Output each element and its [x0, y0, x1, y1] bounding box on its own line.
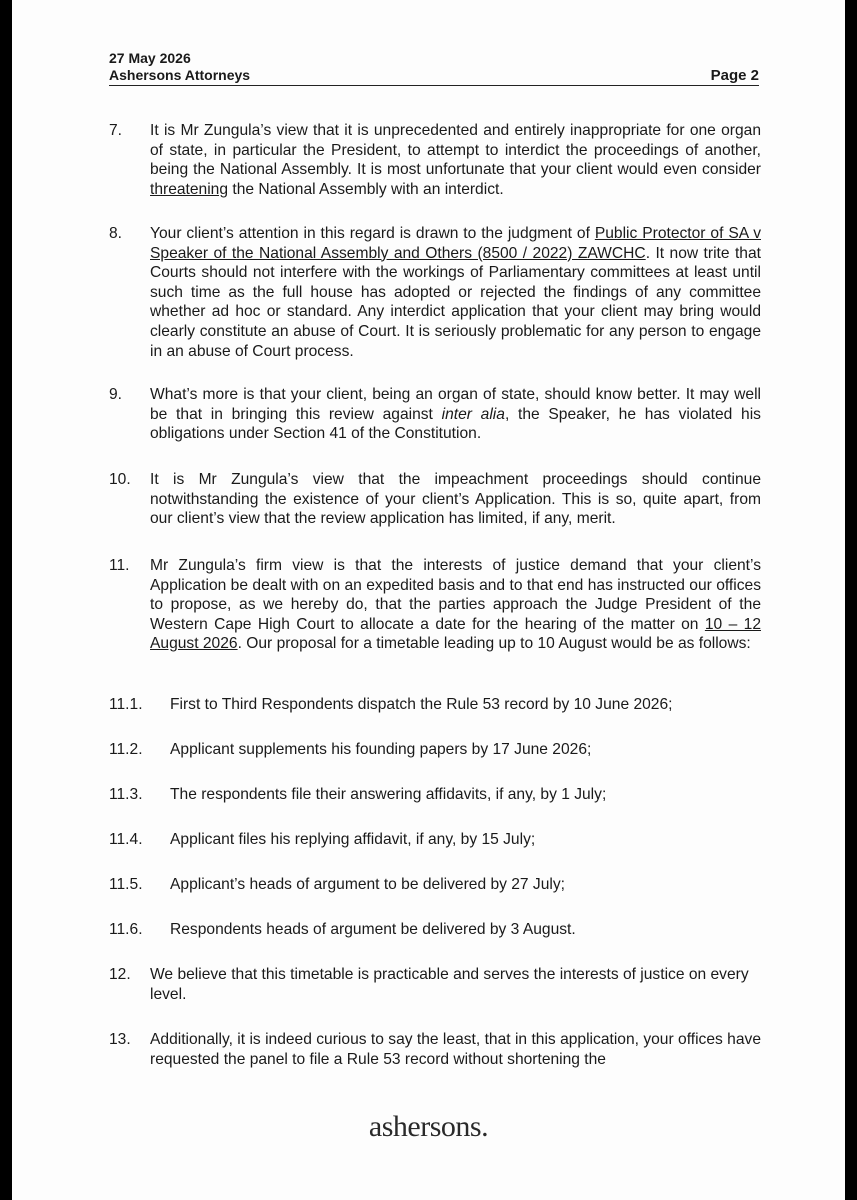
item-number: 11.2.	[109, 741, 143, 758]
text-run: . Our proposal for a timetable leading up to 10 August would be as follows:	[237, 635, 751, 653]
paragraph-text	[150, 121, 761, 199]
text-run: What’s more is that your client, being an organ of state, should know better. It may well be that in bringing this review against	[150, 386, 761, 423]
letter-page	[12, 0, 845, 1200]
header-firm-row	[109, 67, 759, 86]
item-text: Applicant’s heads of argument to be delivered by 27 July;	[170, 876, 565, 893]
paragraph-text: We believe that this timetable is practicable and serves the interests of justice on every level.	[150, 966, 749, 1003]
item-text: First to Third Respondents dispatch the Rule 53 record by 10 June 2026;	[170, 696, 673, 713]
header-date: 27 May 2026	[109, 50, 191, 66]
paragraph-8	[109, 224, 761, 361]
underlined-date: 10 – 12 August 2026	[150, 615, 761, 653]
paragraph-number: 10.	[109, 471, 131, 488]
case-citation: Public Protector of SA v Speaker of the National Assembly and Others (8500 / 2022) ZAWCHC	[150, 225, 761, 262]
italic-text: inter alia	[441, 405, 505, 423]
paragraph-number: 13.	[109, 1031, 131, 1048]
ashersons-logo: ashersons.	[368, 1110, 489, 1143]
item-number: 11.6.	[109, 921, 143, 938]
paragraph-text	[150, 556, 761, 654]
item-text: Respondents heads of argument be delivered by 3 August.	[170, 921, 576, 938]
paragraph-number: 8.	[109, 225, 123, 242]
paragraph-number: 9.	[109, 386, 123, 403]
item-number: 11.4.	[109, 831, 143, 848]
paragraph-number: 11.	[109, 557, 130, 574]
header-page-number: Page 2	[710, 67, 759, 84]
text-run: . It now trite that Courts should not interfere with the workings of Parliamentary committees at least until such time as the full house has adopted or rejected the findings of any committee whether ad hoc or standard. Any interdict application that your client may bring would clearly constitute an abuse of Court. It is seriously problematic for any person to engage in an abuse of Court process.	[150, 244, 761, 360]
paragraph-12	[109, 965, 761, 1004]
letter-header	[109, 50, 759, 86]
paragraph-text: It is Mr Zungula’s view that the impeachment proceedings should continue notwithstanding the existence of your client’s Application. This is so, quite apart, from our client’s view that the review application has limited, if any, merit.	[150, 471, 761, 528]
item-number: 11.1.	[109, 696, 143, 713]
timetable-item	[109, 695, 761, 715]
item-text: Applicant supplements his founding papers by 17 June 2026;	[170, 741, 592, 758]
paragraph-text	[150, 224, 761, 361]
paragraph-9	[109, 385, 761, 444]
timetable-item	[109, 920, 761, 940]
paragraph-text	[150, 385, 761, 444]
timetable-item	[109, 785, 761, 805]
text-run: Your client’s attention in this regard is drawn to the judgment of	[150, 225, 595, 242]
paragraph-11	[109, 556, 761, 654]
underlined-text: threatening	[150, 180, 229, 198]
paragraph-text: Additionally, it is indeed curious to say the least, that in this application, your offices have requested the panel to file a Rule 53 record without shortening the	[150, 1031, 761, 1068]
header-firm-name: Ashersons Attorneys	[109, 67, 251, 83]
paragraph-number: 12.	[109, 966, 131, 983]
text-run: , the Speaker, he has violated his obligations under Section 41 of the Constitution.	[150, 405, 761, 443]
text-run: the National Assembly with an interdict.	[228, 180, 504, 198]
timetable-item	[109, 740, 761, 760]
text-run: Mr Zungula’s firm view is that the interests of justice demand that your client’s Application be dealt with on an expedited basis and to that end has instructed our offices to propose, as we hereby do, that the parties approach the Judge President of the Western Cape High Court to allocate a date for the hearing of the matter on	[150, 557, 761, 633]
item-text: Applicant files his replying affidavit, if any, by 15 July;	[170, 831, 536, 848]
item-number: 11.3.	[109, 786, 143, 803]
text-run: It is Mr Zungula’s view that it is unprecedented and entirely inappropriate for one organ of state, in particular the President, to attempt to interdict the proceedings of another, being the National Assembly. It is most unfortunate that your client would even consider	[150, 122, 761, 179]
item-number: 11.5.	[109, 876, 143, 893]
paragraph-7	[109, 121, 761, 199]
item-text: The respondents file their answering affidavits, if any, by 1 July;	[170, 786, 607, 803]
paragraph-13	[109, 1030, 761, 1069]
timetable-item	[109, 875, 761, 895]
paragraph-number: 7.	[109, 122, 123, 139]
timetable-item	[109, 830, 761, 850]
paragraph-10	[109, 470, 761, 529]
